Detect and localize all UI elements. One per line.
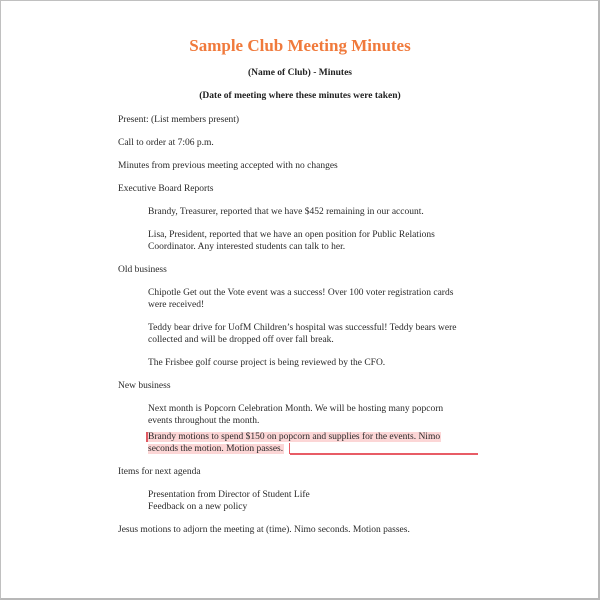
old-business-item1-line1: Chipotle Get out the Vote event was a success! Over 100 voter registration cards [148, 288, 454, 298]
president-report-line1: Lisa, President, reported that we have an open position for Public Relations [148, 230, 435, 240]
motion-line2[interactable] [148, 443, 284, 455]
document-title: Sample Club Meeting Minutes [189, 36, 411, 55]
old-business-item3: The Frisbee golf course project is being reviewed by the CFO. [148, 358, 386, 368]
present-line: Present: (List members present) [118, 115, 240, 125]
executive-reports-heading: Executive Board Reports [118, 184, 214, 194]
club-name-subtitle: (Name of Club) - Minutes [248, 68, 352, 78]
highlight-underline [290, 453, 478, 455]
old-business-item2-line2: collected and will be dropped off over fall break. [148, 335, 334, 345]
previous-minutes-line: Minutes from previous meeting accepted with no changes [118, 161, 338, 171]
old-business-heading: Old business [118, 265, 167, 275]
next-agenda-item1: Presentation from Director of Student Life [148, 490, 310, 500]
president-report-line2: Coordinator. Any interested students can talk to her. [148, 242, 346, 252]
new-business-item1-line1: Next month is Popcorn Celebration Month. We will be hosting many popcorn [148, 404, 444, 414]
new-business-item1-line2: events throughout the month. [148, 416, 260, 426]
highlighted-motion-text-2[interactable]: seconds the motion. Motion passes. [148, 444, 284, 454]
meeting-date-subtitle: (Date of meeting where these minutes were taken) [199, 91, 401, 101]
adjourn-line: Jesus motions to adjorn the meeting at (time). Nimo seconds. Motion passes. [118, 525, 410, 535]
treasurer-report: Brandy, Treasurer, reported that we have $452 remaining in our account. [148, 207, 424, 217]
next-agenda-heading: Items for next agenda [118, 467, 201, 477]
new-business-heading: New business [118, 381, 171, 391]
highlighted-motion-text-1[interactable]: Brandy motions to spend $150 on popcorn and supplies for the events. Nimo [148, 432, 441, 442]
old-business-item1-line2: were received! [148, 300, 205, 310]
old-business-item2-line1: Teddy bear drive for UofM Children’s hospital was successful! Teddy bears were [148, 323, 457, 333]
call-to-order-line: Call to order at 7:06 p.m. [118, 138, 214, 148]
motion-line1[interactable] [146, 431, 441, 443]
next-agenda-item2: Feedback on a new policy [148, 502, 248, 512]
